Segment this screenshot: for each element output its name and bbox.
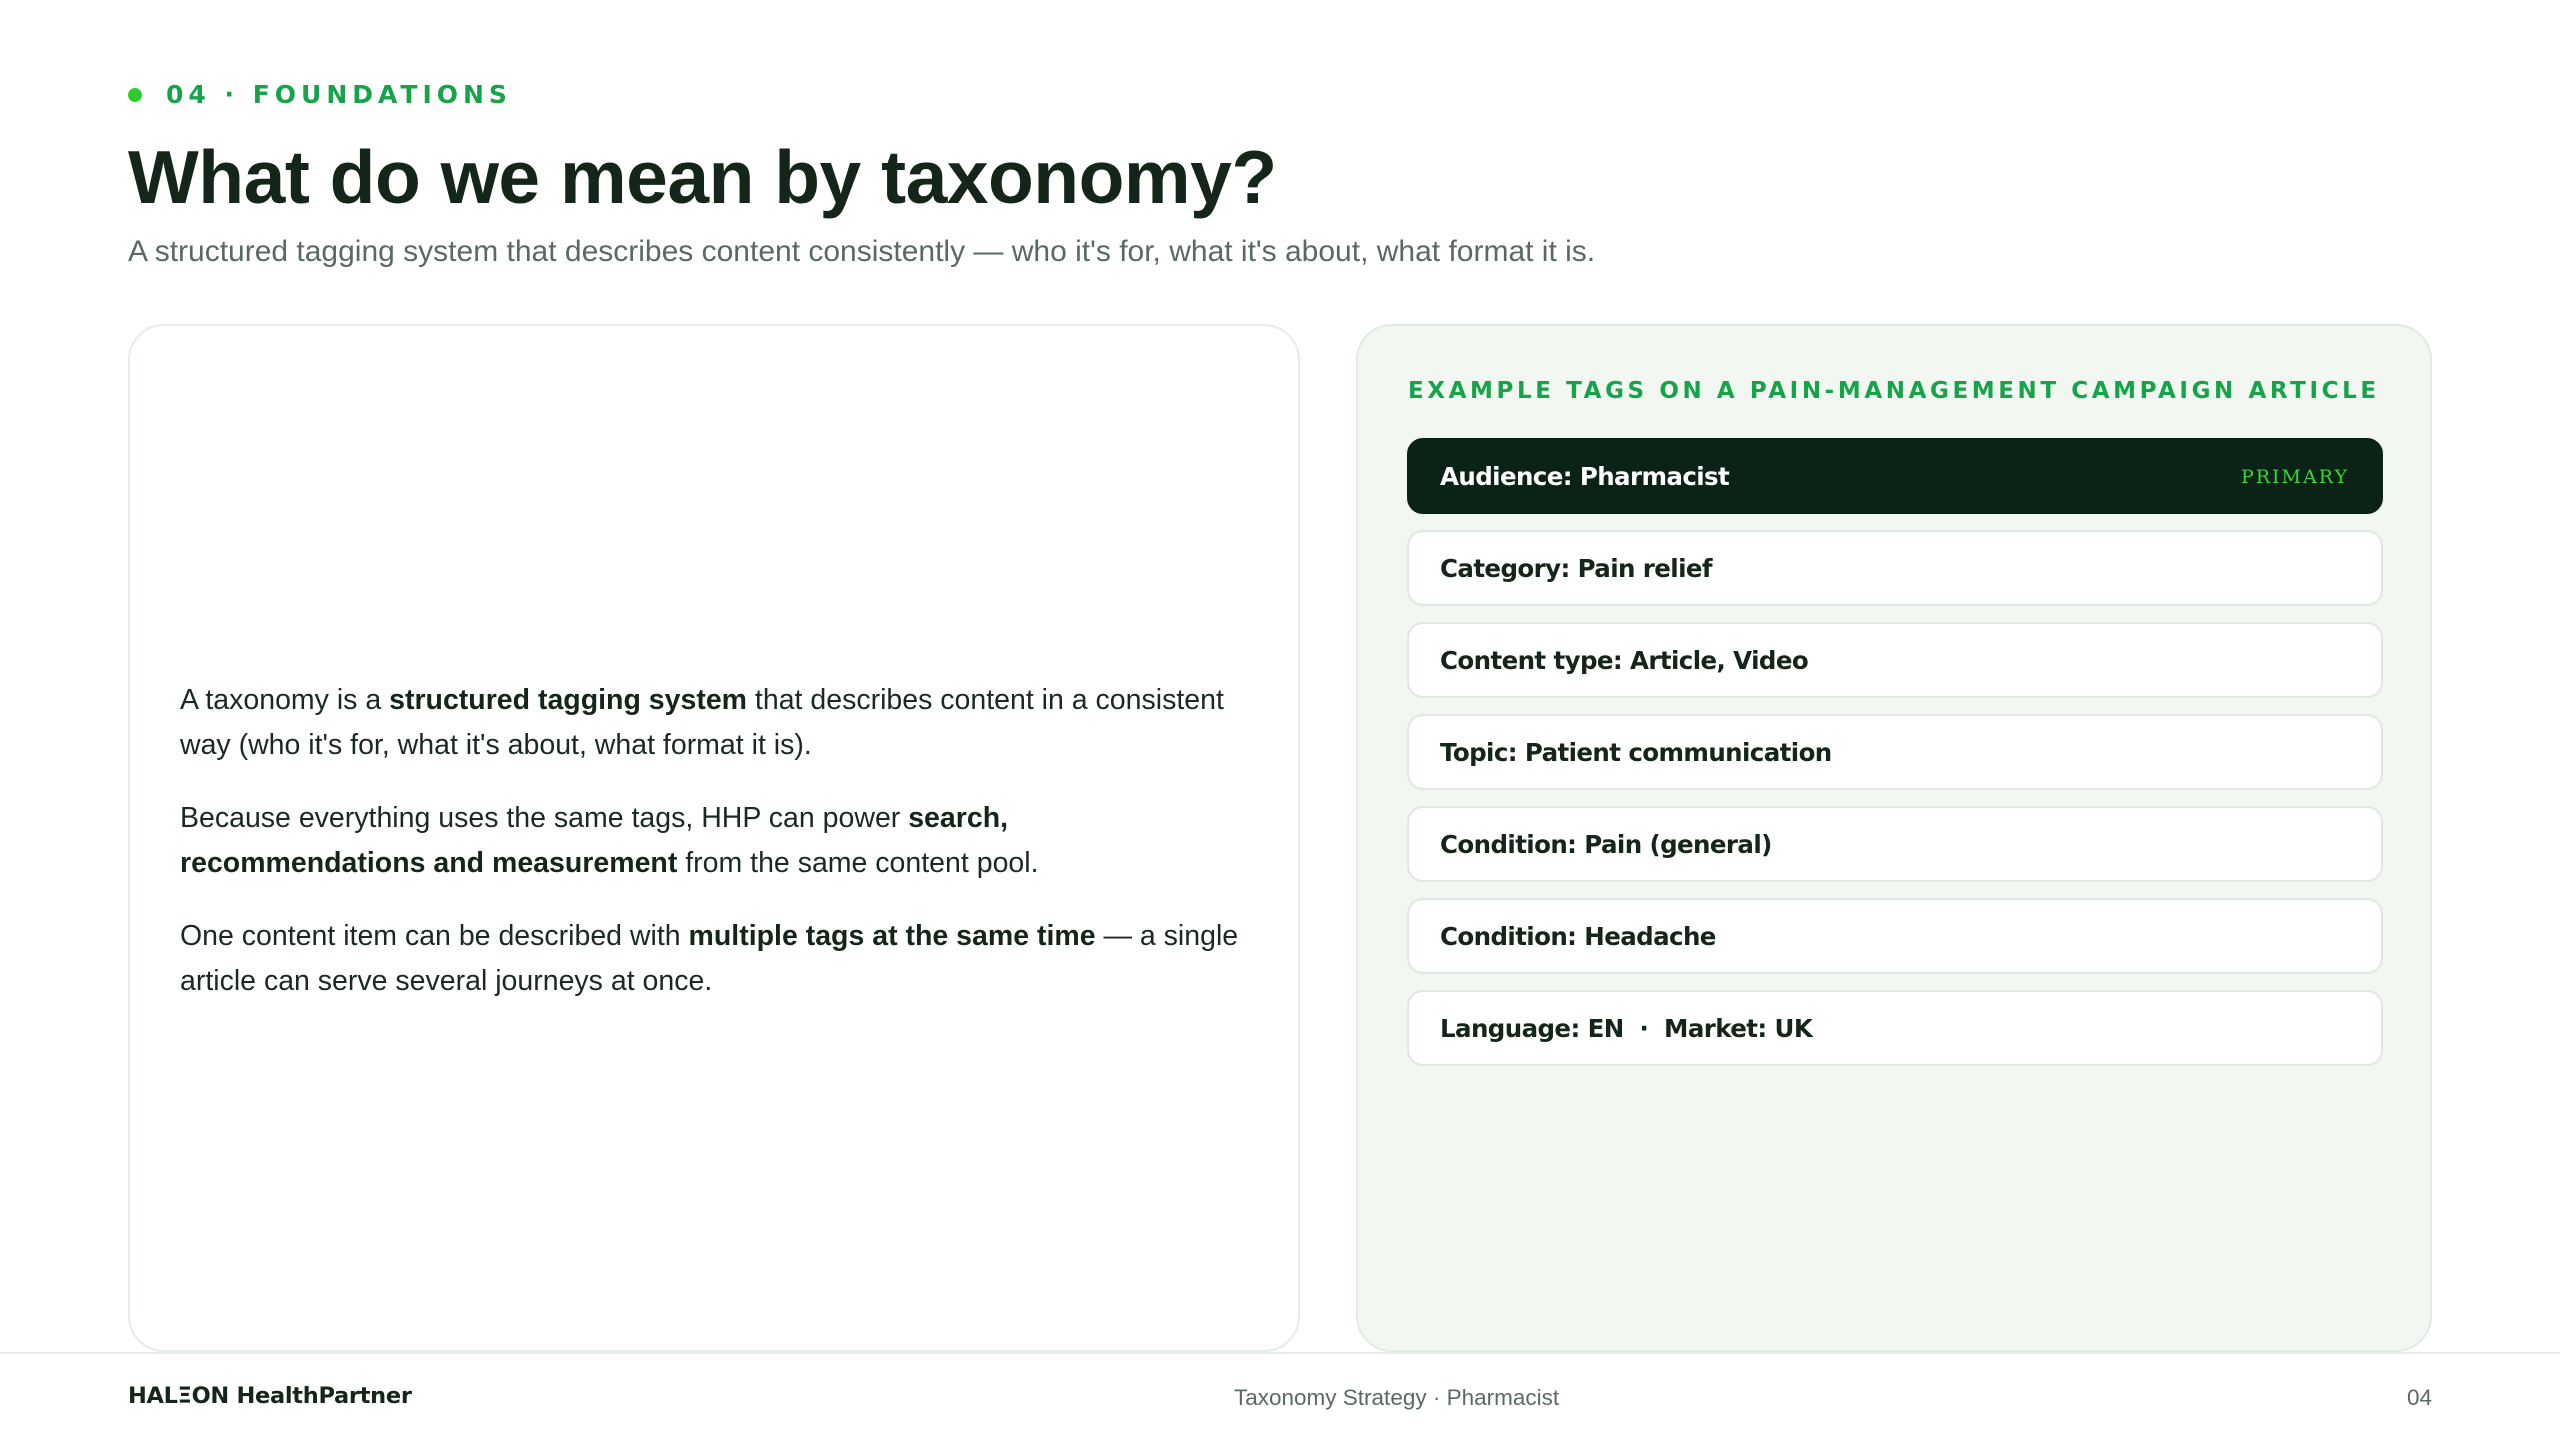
text-run: Because everything uses the same tags, HHP can power bbox=[180, 802, 909, 834]
emphasis-text: search, recommendations and measurement bbox=[180, 802, 1009, 879]
page-subtitle: A structured tagging system that describes content consistently — who it's for, what it's about, what format it is. bbox=[128, 235, 1596, 268]
tag-label: Language: EN · Market: UK bbox=[1440, 1013, 1813, 1043]
paragraph-multiple-tags bbox=[180, 914, 1260, 1004]
tag-category[interactable] bbox=[1407, 530, 2383, 606]
page-title: What do we mean by taxonomy? bbox=[128, 135, 1277, 219]
paragraph-shared-tags bbox=[180, 796, 1260, 886]
brand-logo: HALΞON HealthPartner bbox=[128, 1383, 412, 1409]
text-run: One content item can be described with bbox=[180, 920, 689, 952]
tag-label: Content type: Article, Video bbox=[1440, 645, 1809, 675]
status-dot-icon bbox=[128, 88, 142, 102]
section-label: 04 · FOUNDATIONS bbox=[166, 80, 512, 109]
tag-label: Category: Pain relief bbox=[1440, 553, 1712, 583]
definition-text bbox=[180, 678, 1260, 1032]
primary-badge: PRIMARY bbox=[2240, 466, 2349, 488]
text-run: that describes content in a consistent way (who it's for, what it's about, what format it is). bbox=[180, 684, 1224, 761]
tag-audience[interactable] bbox=[1407, 438, 2383, 514]
paragraph-taxonomy-definition bbox=[180, 678, 1260, 768]
page-number: 04 bbox=[2406, 1385, 2432, 1410]
tag-label: Condition: Headache bbox=[1440, 921, 1716, 951]
tag-language-market[interactable] bbox=[1407, 990, 2383, 1066]
definition-card bbox=[128, 324, 1300, 1352]
footer-deck-title: Taxonomy Strategy · Pharmacist bbox=[1234, 1385, 1560, 1410]
tag-topic[interactable] bbox=[1407, 714, 2383, 790]
example-tags-heading: EXAMPLE TAGS ON A PAIN-MANAGEMENT CAMPAIGN ARTICLE bbox=[1408, 378, 2380, 404]
text-run: — a single article can serve several journeys at once. bbox=[180, 920, 1239, 997]
emphasis-text: structured tagging system bbox=[389, 684, 748, 716]
text-run: from the same content pool. bbox=[677, 847, 1039, 879]
tag-condition-pain[interactable] bbox=[1407, 806, 2383, 882]
tag-label: Audience: Pharmacist bbox=[1440, 461, 1730, 491]
tag-condition-headache[interactable] bbox=[1407, 898, 2383, 974]
tag-list bbox=[1407, 438, 2383, 1082]
footer-divider bbox=[0, 1352, 2560, 1354]
example-tags-card bbox=[1356, 324, 2432, 1352]
tag-label: Condition: Pain (general) bbox=[1440, 829, 1772, 859]
tag-content-type[interactable] bbox=[1407, 622, 2383, 698]
emphasis-text: multiple tags at the same time bbox=[688, 920, 1096, 952]
tag-label: Topic: Patient communication bbox=[1440, 737, 1832, 767]
text-run: A taxonomy is a bbox=[180, 684, 390, 716]
section-eyebrow bbox=[128, 80, 512, 109]
